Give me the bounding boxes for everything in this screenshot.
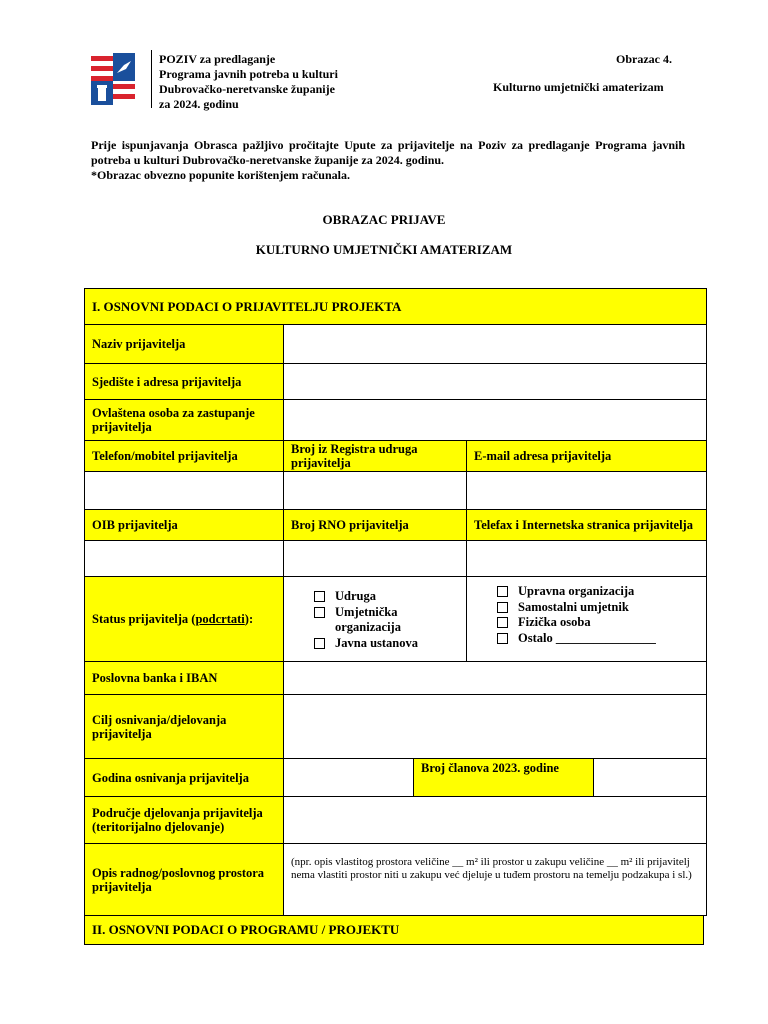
intro-instructions <box>91 138 685 183</box>
status-option-samostalni-umjetnik[interactable]: Samostalni umjetnik <box>497 600 706 616</box>
input-naziv[interactable] <box>283 324 707 364</box>
section-1-header: I. OSNOVNI PODACI O PRIJAVITELJU PROJEKTA <box>84 288 707 325</box>
input-godina-osnivanja[interactable] <box>283 758 414 797</box>
checkbox-icon[interactable] <box>314 607 325 618</box>
label-telefon: Telefon/mobitel prijavitelja <box>84 440 284 472</box>
form-title: OBRAZAC PRIJAVE <box>322 212 446 227</box>
form-category: Kulturno umjetnički amaterizam <box>493 80 664 94</box>
input-podrucje[interactable] <box>283 796 707 844</box>
checkbox-icon[interactable] <box>497 617 508 628</box>
form-number: Obrazac 4. <box>616 52 672 66</box>
label-godina-osnivanja: Godina osnivanja prijavitelja <box>84 758 284 797</box>
input-sjediste[interactable] <box>283 363 707 400</box>
label-broj-clanova: Broj članova 2023. godine <box>413 758 594 797</box>
input-rno[interactable] <box>283 540 467 577</box>
label-opis-prostora: Opis radnog/poslovnog prostora prijavitelja <box>84 843 284 916</box>
status-options-right <box>466 576 707 662</box>
label-banka: Poslovna banka i IBAN <box>84 661 284 695</box>
checkbox-icon[interactable] <box>314 591 325 602</box>
input-banka[interactable] <box>283 661 707 695</box>
status-option-udruga[interactable]: Udruga <box>314 589 466 605</box>
input-email[interactable] <box>466 471 707 510</box>
status-option-fizicka-osoba[interactable]: Fizička osoba <box>497 615 706 631</box>
status-option-ostalo[interactable]: Ostalo ________________ <box>497 631 706 647</box>
input-registar[interactable] <box>283 471 467 510</box>
form-subtitle: KULTURNO UMJETNIČKI AMATERIZAM <box>255 242 513 257</box>
label-status: Status prijavitelja (podcrtati): <box>84 576 284 662</box>
input-opis-prostora[interactable] <box>283 843 707 916</box>
status-option-javna-ustanova[interactable]: Javna ustanova <box>314 636 466 652</box>
status-options-left <box>283 576 467 662</box>
checkbox-icon[interactable] <box>497 586 508 597</box>
header-divider <box>151 50 152 108</box>
intro-line-2: *Obrazac obvezno popunite korištenjem računala. <box>91 168 350 182</box>
status-option-umjetnicka-organizacija[interactable]: Umjetnička organizacija <box>314 605 466 636</box>
label-sjediste: Sjedište i adresa prijavitelja <box>84 363 284 400</box>
county-coat-of-arms-logo <box>91 53 135 105</box>
label-telefax: Telefax i Internetska stranica prijavitelja <box>466 509 707 541</box>
input-broj-clanova[interactable] <box>593 758 707 797</box>
label-podrucje: Područje djelovanja prijavitelja (teritorijalno djelovanje) <box>84 796 284 844</box>
label-ovlastena-osoba: Ovlaštena osoba za zastupanje prijavitelja <box>84 399 284 441</box>
input-ovlastena-osoba[interactable] <box>283 399 707 441</box>
status-option-upravna-organizacija[interactable]: Upravna organizacija <box>497 584 706 600</box>
label-email: E-mail adresa prijavitelja <box>466 440 707 472</box>
call-title: POZIV za predlaganje Programa javnih potreba u kulturi Dubrovačko-neretvanske županije za 2024. godinu <box>159 52 338 111</box>
input-oib[interactable] <box>84 540 284 577</box>
checkbox-icon[interactable] <box>497 602 508 613</box>
intro-line-1: Prije ispunjavanja Obrasca pažljivo pročitajte Upute za prijavitelje na Poziv za predlaganje Programa javnih potreba u kulturi Dubrovačko-neretvanske županije za 2024. godinu. <box>91 138 685 167</box>
opis-prostora-hint: (npr. opis vlastitog prostora veličine __ m² ili prostor u zakupu veličine __ m² ili prijavitelj nema vlastiti prostor niti u zakupu već djeluje u tuđem prostoru na temelju podzakupa i sl.) <box>291 856 692 881</box>
input-cilj[interactable] <box>283 694 707 759</box>
checkbox-icon[interactable] <box>497 633 508 644</box>
input-telefon[interactable] <box>84 471 284 510</box>
input-telefax[interactable] <box>466 540 707 577</box>
label-registar: Broj iz Registra udruga prijavitelja <box>283 440 467 472</box>
label-naziv: Naziv prijavitelja <box>84 324 284 364</box>
label-oib: OIB prijavitelja <box>84 509 284 541</box>
label-rno: Broj RNO prijavitelja <box>283 509 467 541</box>
section-2-header: II. OSNOVNI PODACI O PROGRAMU / PROJEKTU <box>84 915 704 945</box>
checkbox-icon[interactable] <box>314 638 325 649</box>
label-cilj: Cilj osnivanja/djelovanja prijavitelja <box>84 694 284 759</box>
